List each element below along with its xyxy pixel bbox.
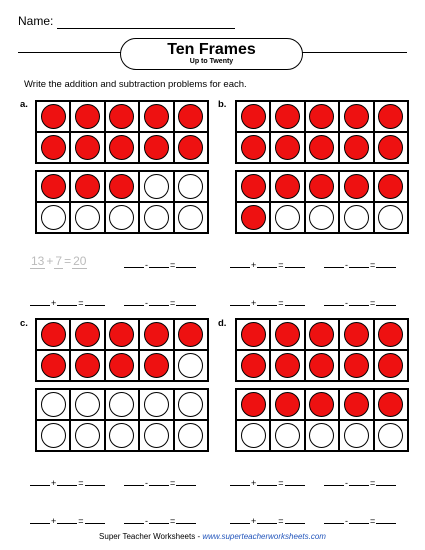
footer — [0, 532, 425, 541]
empty-counter — [378, 205, 403, 230]
operator: - — [145, 260, 148, 270]
equals-sign: = — [78, 298, 84, 308]
ten-frame — [35, 170, 209, 234]
equals-sign: = — [170, 298, 176, 308]
filled-counter — [75, 104, 100, 129]
frame-cell — [236, 420, 270, 451]
frame-cell — [236, 319, 270, 350]
frame-cell — [105, 389, 139, 420]
frame-cell — [305, 389, 339, 420]
frame-cell — [139, 171, 173, 202]
empty-counter — [178, 205, 203, 230]
frame-cell — [236, 171, 270, 202]
frame-cell — [270, 101, 304, 132]
empty-counter — [144, 174, 169, 199]
frame-cell — [236, 350, 270, 381]
frame-cell — [105, 319, 139, 350]
filled-counter — [109, 174, 134, 199]
frame-cell — [36, 132, 70, 163]
filled-counter — [178, 104, 203, 129]
empty-counter — [109, 205, 134, 230]
filled-counter — [378, 392, 403, 417]
empty-counter — [41, 423, 66, 448]
frame-cell — [36, 202, 70, 233]
operator: + — [251, 516, 257, 526]
frame-cell — [139, 389, 173, 420]
filled-counter — [144, 135, 169, 160]
frame-cell — [270, 389, 304, 420]
filled-counter — [378, 353, 403, 378]
frame-cell — [174, 420, 208, 451]
equals-sign: = — [278, 298, 284, 308]
filled-counter — [144, 322, 169, 347]
frame-cell — [174, 132, 208, 163]
frame-cell — [105, 171, 139, 202]
ten-frame — [35, 100, 209, 164]
filled-counter — [109, 104, 134, 129]
equation-0-3 — [30, 296, 105, 308]
empty-counter — [109, 392, 134, 417]
operator: + — [51, 516, 57, 526]
frame-cell — [305, 132, 339, 163]
frame-cell — [105, 132, 139, 163]
filled-counter — [344, 135, 369, 160]
example-addend-b: 7 — [55, 254, 63, 268]
frame-cell — [374, 171, 408, 202]
frame-cell — [374, 202, 408, 233]
answer-blank[interactable] — [124, 514, 144, 524]
operator: + — [251, 260, 257, 270]
title-banner — [120, 38, 303, 70]
filled-counter — [275, 135, 300, 160]
empty-counter — [41, 205, 66, 230]
equals-sign: = — [370, 260, 376, 270]
filled-counter — [109, 353, 134, 378]
empty-counter — [178, 174, 203, 199]
answer-blank[interactable] — [85, 476, 105, 486]
answer-blank[interactable] — [349, 476, 369, 486]
ten-frame — [235, 318, 409, 382]
footer-separator: - — [195, 532, 203, 541]
answer-blank[interactable] — [30, 296, 50, 306]
frame-cell — [339, 101, 373, 132]
frame-cell — [36, 350, 70, 381]
answer-blank[interactable] — [124, 476, 144, 486]
section-label: b. — [218, 99, 227, 110]
filled-counter — [144, 104, 169, 129]
frame-cell — [339, 389, 373, 420]
answer-blank[interactable] — [349, 258, 369, 268]
answer-blank[interactable] — [285, 476, 305, 486]
equals-sign: = — [370, 298, 376, 308]
ten-frame — [235, 100, 409, 164]
empty-counter — [178, 392, 203, 417]
filled-counter — [344, 104, 369, 129]
frame-cell — [236, 202, 270, 233]
answer-blank[interactable] — [149, 514, 169, 524]
frame-cell — [105, 101, 139, 132]
filled-counter — [241, 174, 266, 199]
filled-counter — [309, 392, 334, 417]
equation-1-4 — [324, 296, 396, 308]
frame-cell — [270, 420, 304, 451]
filled-counter — [309, 174, 334, 199]
filled-counter — [241, 205, 266, 230]
frame-cell — [70, 101, 104, 132]
answer-blank[interactable] — [149, 296, 169, 306]
answer-blank[interactable] — [257, 258, 277, 268]
empty-counter — [75, 392, 100, 417]
filled-counter — [41, 353, 66, 378]
frame-cell — [70, 389, 104, 420]
filled-counter — [344, 392, 369, 417]
equals-sign: = — [278, 478, 284, 488]
answer-blank[interactable] — [230, 514, 250, 524]
filled-counter — [275, 104, 300, 129]
equation-1-1 — [230, 258, 305, 270]
filled-counter — [178, 135, 203, 160]
filled-counter — [378, 174, 403, 199]
equals-sign: = — [170, 260, 176, 270]
empty-counter — [344, 423, 369, 448]
answer-blank[interactable] — [85, 296, 105, 306]
frame-cell — [36, 389, 70, 420]
frame-cell — [305, 350, 339, 381]
answer-blank[interactable] — [324, 258, 344, 268]
answer-blank[interactable] — [324, 476, 344, 486]
filled-counter — [378, 135, 403, 160]
answer-blank[interactable] — [30, 514, 50, 524]
answer-blank[interactable] — [176, 258, 196, 268]
ten-frame — [235, 170, 409, 234]
frame-cell — [139, 350, 173, 381]
filled-counter — [309, 353, 334, 378]
equation-0-2 — [124, 258, 196, 270]
equals-sign: = — [278, 516, 284, 526]
empty-counter — [75, 205, 100, 230]
section-label: a. — [20, 99, 28, 110]
answer-blank[interactable] — [124, 258, 144, 268]
filled-counter — [275, 322, 300, 347]
filled-counter — [41, 135, 66, 160]
frame-cell — [36, 420, 70, 451]
answer-blank[interactable] — [285, 296, 305, 306]
frame-cell — [36, 319, 70, 350]
frame-cell — [270, 132, 304, 163]
frame-cell — [174, 350, 208, 381]
frame-cell — [70, 132, 104, 163]
answer-blank[interactable] — [149, 476, 169, 486]
answer-blank[interactable] — [324, 514, 344, 524]
frame-cell — [305, 319, 339, 350]
equation-3-1 — [230, 476, 305, 488]
filled-counter — [144, 353, 169, 378]
answer-blank[interactable] — [324, 296, 344, 306]
frame-cell — [305, 202, 339, 233]
frame-cell — [236, 101, 270, 132]
equation-0-4 — [124, 296, 196, 308]
filled-counter — [275, 174, 300, 199]
filled-counter — [75, 135, 100, 160]
filled-counter — [241, 135, 266, 160]
empty-counter — [144, 392, 169, 417]
filled-counter — [275, 353, 300, 378]
page-title: Ten Frames — [167, 41, 256, 58]
frame-cell — [174, 202, 208, 233]
section-label: c. — [20, 318, 28, 329]
frame-cell — [36, 101, 70, 132]
frame-cell — [270, 319, 304, 350]
frame-cell — [305, 420, 339, 451]
empty-counter — [178, 423, 203, 448]
filled-counter — [41, 104, 66, 129]
frame-cell — [339, 202, 373, 233]
page-subtitle: Up to Twenty — [189, 58, 234, 65]
operator: - — [345, 260, 348, 270]
frame-cell — [339, 420, 373, 451]
frame-cell — [139, 420, 173, 451]
filled-counter — [344, 353, 369, 378]
frame-cell — [70, 171, 104, 202]
equals-sign: = — [170, 516, 176, 526]
frame-cell — [339, 171, 373, 202]
answer-blank[interactable] — [176, 476, 196, 486]
ten-frame — [235, 388, 409, 452]
name-line[interactable] — [57, 28, 235, 29]
frame-cell — [105, 420, 139, 451]
answer-blank[interactable] — [230, 296, 250, 306]
filled-counter — [275, 392, 300, 417]
operator: - — [145, 298, 148, 308]
answer-blank[interactable] — [257, 296, 277, 306]
filled-counter — [378, 104, 403, 129]
answer-blank[interactable] — [376, 514, 396, 524]
empty-counter — [275, 205, 300, 230]
frame-cell — [105, 202, 139, 233]
answer-blank[interactable] — [376, 296, 396, 306]
empty-counter — [75, 423, 100, 448]
frame-cell — [270, 350, 304, 381]
frame-cell — [339, 132, 373, 163]
operator: + — [251, 298, 257, 308]
filled-counter — [344, 174, 369, 199]
filled-counter — [41, 322, 66, 347]
section-label: d. — [218, 318, 227, 329]
example-equals: = — [64, 254, 72, 268]
footer-site-link[interactable]: www.superteacherworksheets.com — [202, 532, 326, 541]
example-equation — [30, 254, 87, 269]
answer-blank[interactable] — [149, 258, 169, 268]
frame-cell — [374, 389, 408, 420]
frame-cell — [270, 171, 304, 202]
answer-blank[interactable] — [124, 296, 144, 306]
frame-cell — [139, 132, 173, 163]
equation-3-4 — [324, 514, 396, 526]
frame-cell — [70, 350, 104, 381]
name-label: Name: — [18, 14, 54, 28]
frame-cell — [374, 420, 408, 451]
frame-cell — [105, 350, 139, 381]
filled-counter — [241, 353, 266, 378]
answer-blank[interactable] — [376, 258, 396, 268]
ten-frame — [35, 388, 209, 452]
empty-counter — [378, 423, 403, 448]
instructions: Write the addition and subtraction problems for each. — [24, 79, 247, 90]
frame-cell — [70, 319, 104, 350]
empty-counter — [144, 423, 169, 448]
frame-cell — [70, 420, 104, 451]
filled-counter — [344, 322, 369, 347]
filled-counter — [41, 174, 66, 199]
equation-1-2 — [324, 258, 396, 270]
filled-counter — [309, 104, 334, 129]
answer-blank[interactable] — [85, 514, 105, 524]
filled-counter — [378, 322, 403, 347]
empty-counter — [41, 392, 66, 417]
operator: - — [145, 478, 148, 488]
filled-counter — [109, 135, 134, 160]
equals-sign: = — [78, 478, 84, 488]
equals-sign: = — [370, 516, 376, 526]
answer-blank[interactable] — [349, 514, 369, 524]
filled-counter — [241, 322, 266, 347]
frame-cell — [236, 389, 270, 420]
frame-cell — [139, 202, 173, 233]
equation-3-2 — [324, 476, 396, 488]
operator: + — [51, 298, 57, 308]
empty-counter — [109, 423, 134, 448]
filled-counter — [309, 135, 334, 160]
equation-2-3 — [30, 514, 105, 526]
frame-cell — [174, 389, 208, 420]
equals-sign: = — [78, 516, 84, 526]
answer-blank[interactable] — [257, 476, 277, 486]
empty-counter — [275, 423, 300, 448]
frame-cell — [374, 132, 408, 163]
filled-counter — [241, 392, 266, 417]
frame-cell — [305, 101, 339, 132]
empty-counter — [144, 205, 169, 230]
answer-blank[interactable] — [57, 476, 77, 486]
empty-counter — [178, 353, 203, 378]
answer-blank[interactable] — [349, 296, 369, 306]
frame-cell — [236, 132, 270, 163]
frame-cell — [374, 101, 408, 132]
answer-blank[interactable] — [176, 514, 196, 524]
equation-2-2 — [124, 476, 196, 488]
answer-blank[interactable] — [57, 514, 77, 524]
frame-cell — [174, 171, 208, 202]
filled-counter — [75, 353, 100, 378]
empty-counter — [241, 423, 266, 448]
answer-blank[interactable] — [285, 258, 305, 268]
equation-2-1 — [30, 476, 105, 488]
frame-cell — [374, 319, 408, 350]
filled-counter — [178, 322, 203, 347]
equals-sign: = — [370, 478, 376, 488]
footer-brand: Super Teacher Worksheets — [99, 532, 196, 541]
frame-cell — [36, 171, 70, 202]
example-plus: + — [46, 254, 54, 268]
answer-blank[interactable] — [257, 514, 277, 524]
answer-blank[interactable] — [176, 296, 196, 306]
operator: - — [345, 478, 348, 488]
empty-counter — [344, 205, 369, 230]
answer-blank[interactable] — [376, 476, 396, 486]
operator: - — [145, 516, 148, 526]
operator: + — [51, 478, 57, 488]
answer-blank[interactable] — [285, 514, 305, 524]
operator: - — [345, 298, 348, 308]
answer-blank[interactable] — [30, 476, 50, 486]
filled-counter — [75, 322, 100, 347]
equals-sign: = — [278, 260, 284, 270]
answer-blank[interactable] — [230, 258, 250, 268]
operator: - — [345, 516, 348, 526]
operator: + — [251, 478, 257, 488]
frame-cell — [270, 202, 304, 233]
frame-cell — [70, 202, 104, 233]
frame-cell — [139, 319, 173, 350]
frame-cell — [339, 319, 373, 350]
frame-cell — [174, 319, 208, 350]
filled-counter — [309, 322, 334, 347]
answer-blank[interactable] — [230, 476, 250, 486]
frame-cell — [174, 101, 208, 132]
equation-3-3 — [230, 514, 305, 526]
empty-counter — [309, 423, 334, 448]
filled-counter — [241, 104, 266, 129]
equation-2-4 — [124, 514, 196, 526]
filled-counter — [109, 322, 134, 347]
frame-cell — [339, 350, 373, 381]
equation-1-3 — [230, 296, 305, 308]
example-addend-a: 13 — [31, 254, 45, 268]
frame-cell — [305, 171, 339, 202]
frame-cell — [374, 350, 408, 381]
equals-sign: = — [170, 478, 176, 488]
ten-frame — [35, 318, 209, 382]
answer-blank[interactable] — [57, 296, 77, 306]
empty-counter — [309, 205, 334, 230]
filled-counter — [75, 174, 100, 199]
frame-cell — [139, 101, 173, 132]
example-sum: 20 — [73, 254, 87, 268]
